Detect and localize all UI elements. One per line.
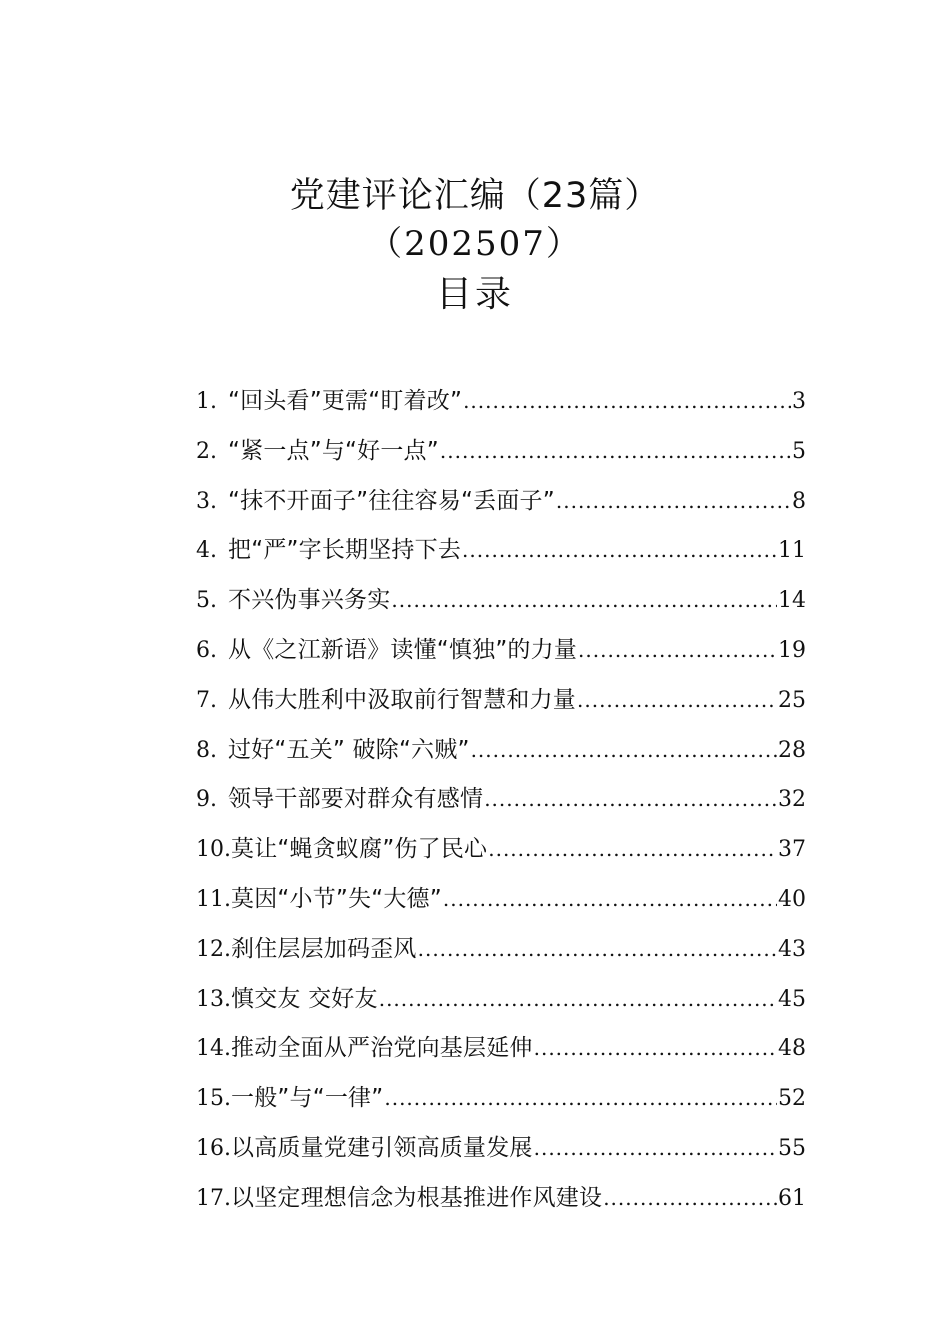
toc-entry-page: 52	[778, 1086, 806, 1112]
toc-entry-title: 从伟大胜利中汲取前行智慧和力量	[228, 686, 576, 713]
table-of-contents	[196, 377, 806, 1224]
toc-entry-page: 45	[778, 986, 806, 1012]
toc-entry-page: 11	[778, 538, 806, 564]
toc-entry[interactable]	[196, 626, 806, 676]
toc-entry-number: 11.	[196, 886, 231, 912]
toc-dot-leader	[471, 726, 777, 776]
toc-entry-page: 32	[778, 787, 806, 813]
toc-dot-leader	[534, 1024, 777, 1074]
toc-dot-leader	[534, 1124, 777, 1174]
toc-entry[interactable]	[196, 427, 806, 477]
toc-entry-title: 把“严”字长期坚持下去	[228, 537, 462, 564]
toc-entry-page: 28	[778, 737, 806, 763]
toc-entry-title: 莫因“小节”失“大德”	[231, 885, 442, 912]
toc-entry-title: “抹不开面子”往往容易“丢面子”	[228, 487, 555, 514]
toc-entry-number: 15.	[196, 1086, 231, 1112]
document-title: 党建评论汇编（23篇）	[289, 176, 661, 216]
toc-heading: 目录	[435, 274, 514, 315]
toc-entry-number: 17.	[196, 1185, 231, 1211]
toc-entry-number: 13.	[196, 986, 231, 1012]
toc-entry-number: 4.	[196, 538, 217, 564]
toc-entry[interactable]	[196, 1074, 806, 1124]
toc-entry-number: 1.	[196, 389, 217, 414]
toc-entry-title: 推动全面从严治党向基层延伸	[231, 1035, 533, 1062]
document-subtitle: （202507）	[368, 224, 582, 264]
toc-entry-title: 莫让“蝇贪蚁腐”伤了民心	[231, 836, 488, 863]
toc-entry[interactable]	[196, 1024, 806, 1074]
toc-dot-leader	[488, 825, 777, 875]
toc-entry-title: 刹住层层加码歪风	[231, 935, 417, 962]
toc-entry-page: 37	[778, 837, 806, 863]
toc-entry-number: 9.	[196, 787, 217, 813]
toc-entry-number: 5.	[196, 588, 217, 614]
toc-entry[interactable]	[196, 1174, 806, 1224]
toc-entry[interactable]	[196, 526, 806, 576]
title-block	[0, 172, 950, 319]
toc-entry-page: 14	[778, 588, 806, 614]
toc-entry-number: 16.	[196, 1135, 231, 1161]
toc-entry[interactable]	[196, 676, 806, 726]
toc-entry-title: 以坚定理想信念为根基推进作风建设	[231, 1184, 603, 1211]
toc-entry-title: 领导干部要对群众有感情	[228, 786, 484, 813]
toc-entry-title: 过好“五关” 破除“六贼”	[228, 736, 470, 763]
toc-entry-title: 从《之江新语》读懂“慎独”的力量	[228, 636, 578, 663]
toc-dot-leader	[379, 975, 777, 1025]
toc-entry[interactable]	[196, 925, 806, 975]
toc-entry-page: 19	[778, 637, 806, 663]
toc-entry[interactable]	[196, 576, 806, 626]
toc-entry-title: 一般”与“一律”	[231, 1085, 384, 1112]
toc-entry-page: 40	[778, 886, 806, 912]
toc-dot-leader	[462, 526, 777, 576]
toc-entry[interactable]	[196, 377, 806, 427]
toc-entry-number: 8.	[196, 737, 217, 763]
toc-dot-leader	[578, 626, 777, 676]
toc-entry[interactable]	[196, 875, 806, 925]
toc-entry-page: 25	[778, 687, 806, 713]
toc-entry-page: 55	[778, 1135, 806, 1161]
toc-entry[interactable]	[196, 477, 806, 527]
toc-entry-number: 12.	[196, 936, 231, 962]
toc-entry-number: 6.	[196, 637, 217, 663]
toc-dot-leader	[603, 1174, 777, 1224]
toc-entry[interactable]	[196, 1124, 806, 1174]
toc-entry-number: 2.	[196, 438, 217, 464]
toc-entry-page: 48	[778, 1036, 806, 1062]
toc-dot-leader	[418, 925, 777, 975]
toc-entry[interactable]	[196, 726, 806, 776]
toc-entry-title: “紧一点”与“好一点”	[228, 437, 439, 464]
toc-entry-number: 7.	[196, 687, 217, 713]
toc-entry-title: 以高质量党建引领高质量发展	[231, 1134, 533, 1161]
toc-entry-number: 14.	[196, 1036, 231, 1062]
toc-entry[interactable]	[196, 975, 806, 1025]
toc-entry-page: 43	[778, 936, 806, 962]
toc-entry[interactable]	[196, 775, 806, 825]
toc-entry-page: 8	[792, 488, 806, 514]
toc-dot-leader	[463, 377, 791, 427]
toc-dot-leader	[577, 676, 777, 726]
toc-entry-page: 5	[792, 438, 806, 464]
toc-entry-page: 61	[778, 1185, 806, 1211]
toc-entry[interactable]	[196, 825, 806, 875]
toc-entry-title: “回头看”更需“盯着改”	[228, 388, 463, 414]
toc-entry-number: 3.	[196, 488, 217, 514]
toc-dot-leader	[384, 1074, 777, 1124]
toc-dot-leader	[391, 576, 777, 626]
toc-dot-leader	[556, 477, 791, 527]
toc-entry-title: 慎交友 交好友	[231, 985, 378, 1012]
toc-dot-leader	[440, 427, 791, 477]
toc-entry-number: 10.	[196, 837, 231, 863]
toc-entry-page: 3	[792, 389, 806, 414]
toc-dot-leader	[443, 875, 777, 925]
toc-entry-title: 不兴伪事兴务实	[228, 587, 391, 614]
toc-dot-leader	[484, 775, 777, 825]
